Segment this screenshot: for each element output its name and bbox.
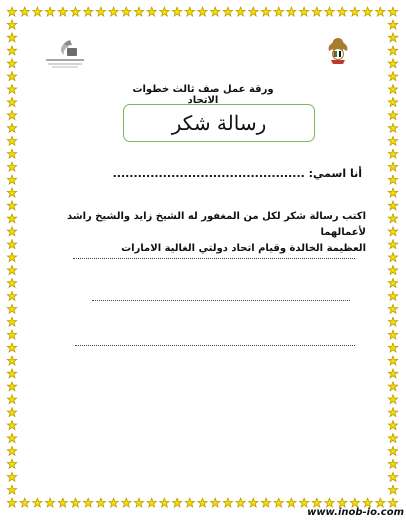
border-star — [210, 7, 219, 16]
border-star — [376, 7, 385, 16]
border-star — [388, 459, 397, 468]
border-star — [7, 85, 16, 94]
border-star — [388, 343, 397, 352]
border-star — [71, 498, 80, 507]
border-star — [223, 498, 232, 507]
border-star — [147, 7, 156, 16]
border-star — [299, 498, 308, 507]
border-star — [7, 291, 16, 300]
border-star — [185, 498, 194, 507]
border-star — [109, 7, 118, 16]
border-star — [274, 7, 283, 16]
border-star — [7, 20, 16, 29]
border-star — [109, 498, 118, 507]
border-star — [388, 472, 397, 481]
border-star — [134, 498, 143, 507]
border-star — [363, 7, 372, 16]
border-star — [7, 472, 16, 481]
border-star — [7, 343, 16, 352]
instruction-line: اكتب رسالة شكر لكل من المغفور له الشيخ زايد والشيخ راشد لأعمالهما — [66, 211, 366, 238]
border-star — [96, 7, 105, 16]
border-star — [388, 304, 397, 313]
border-star — [312, 7, 321, 16]
border-star — [7, 459, 16, 468]
border-star — [7, 162, 16, 171]
border-star — [83, 7, 92, 16]
writing-line[interactable] — [73, 258, 355, 259]
border-star — [388, 7, 397, 16]
border-star — [7, 395, 16, 404]
border-star — [363, 498, 372, 507]
worksheet-title: رسالة شكر — [171, 111, 267, 135]
border-star — [223, 7, 232, 16]
border-star — [249, 498, 258, 507]
border-star — [261, 498, 270, 507]
border-star — [388, 46, 397, 55]
border-star — [388, 201, 397, 210]
worksheet-subtitle: ورقة عمل صف ثالث خطوات الاتحاد — [132, 84, 274, 106]
border-star — [7, 72, 16, 81]
border-star — [7, 214, 16, 223]
border-star — [7, 265, 16, 274]
border-star — [134, 7, 143, 16]
border-star — [7, 188, 16, 197]
writing-line[interactable] — [92, 300, 350, 301]
student-name-field[interactable]: أنا اسمي: .............................................. — [112, 167, 362, 180]
border-star — [236, 498, 245, 507]
border-star — [350, 498, 359, 507]
border-star — [71, 7, 80, 16]
border-star — [388, 408, 397, 417]
border-star — [388, 446, 397, 455]
border-star — [7, 369, 16, 378]
border-star — [388, 227, 397, 236]
ministry-logo — [42, 38, 88, 70]
border-star — [312, 498, 321, 507]
border-star — [388, 97, 397, 106]
border-star — [388, 382, 397, 391]
uae-emblem-logo — [326, 36, 350, 66]
border-star — [7, 33, 16, 42]
border-star — [7, 485, 16, 494]
border-star — [7, 97, 16, 106]
border-star — [388, 498, 397, 507]
border-star — [7, 240, 16, 249]
border-star — [388, 291, 397, 300]
border-star — [388, 59, 397, 68]
border-star — [388, 240, 397, 249]
border-star — [210, 498, 219, 507]
border-star — [7, 382, 16, 391]
border-star — [388, 395, 397, 404]
instruction-line: العظيمة الخالدة وقيام اتحاد دولتي الغالية الامارات — [121, 243, 366, 254]
border-star — [388, 33, 397, 42]
border-star — [7, 7, 16, 16]
border-star — [388, 265, 397, 274]
border-star — [388, 421, 397, 430]
border-star — [122, 498, 131, 507]
border-star — [388, 149, 397, 158]
border-star — [7, 136, 16, 145]
border-star — [160, 498, 169, 507]
border-star — [33, 498, 42, 507]
border-star — [350, 7, 359, 16]
border-star — [7, 149, 16, 158]
border-star — [7, 446, 16, 455]
border-star — [7, 227, 16, 236]
border-star — [83, 498, 92, 507]
border-star — [249, 7, 258, 16]
border-star — [388, 317, 397, 326]
border-star — [122, 7, 131, 16]
border-star — [172, 498, 181, 507]
border-star — [388, 85, 397, 94]
border-star — [7, 201, 16, 210]
border-star — [58, 498, 67, 507]
border-star — [7, 59, 16, 68]
border-star — [236, 7, 245, 16]
border-star — [388, 369, 397, 378]
border-star — [7, 46, 16, 55]
border-star — [33, 7, 42, 16]
border-star — [147, 498, 156, 507]
border-star — [7, 433, 16, 442]
border-star — [388, 485, 397, 494]
border-star — [299, 7, 308, 16]
border-star — [7, 408, 16, 417]
border-star — [20, 498, 29, 507]
border-star — [388, 175, 397, 184]
border-star — [388, 162, 397, 171]
border-star — [7, 304, 16, 313]
border-star — [388, 188, 397, 197]
border-star — [58, 7, 67, 16]
border-star — [7, 253, 16, 262]
border-star — [376, 498, 385, 507]
border-star — [388, 110, 397, 119]
border-star — [7, 278, 16, 287]
border-star — [172, 7, 181, 16]
border-star — [337, 7, 346, 16]
border-star — [7, 317, 16, 326]
border-star — [7, 175, 16, 184]
title-box — [123, 104, 315, 142]
border-star — [20, 7, 29, 16]
border-star — [185, 7, 194, 16]
border-star — [7, 110, 16, 119]
border-star — [198, 7, 207, 16]
border-star — [7, 498, 16, 507]
border-star — [388, 433, 397, 442]
border-star — [388, 253, 397, 262]
border-star — [7, 421, 16, 430]
border-star — [45, 498, 54, 507]
writing-line[interactable] — [75, 345, 355, 346]
instructions — [36, 209, 366, 257]
border-star — [325, 7, 334, 16]
border-star — [96, 498, 105, 507]
border-star — [388, 136, 397, 145]
border-star — [7, 330, 16, 339]
border-star — [388, 356, 397, 365]
border-star — [388, 72, 397, 81]
watermark: www.inob-io.com — [307, 507, 404, 518]
border-star — [388, 278, 397, 287]
border-star — [388, 330, 397, 339]
border-star — [325, 498, 334, 507]
border-star — [388, 214, 397, 223]
border-star — [45, 7, 54, 16]
border-star — [7, 356, 16, 365]
border-star — [198, 498, 207, 507]
border-star — [287, 498, 296, 507]
border-star — [388, 123, 397, 132]
border-star — [274, 498, 283, 507]
border-star — [7, 123, 16, 132]
border-star — [287, 7, 296, 16]
border-star — [261, 7, 270, 16]
border-star — [388, 20, 397, 29]
border-star — [337, 498, 346, 507]
border-star — [160, 7, 169, 16]
